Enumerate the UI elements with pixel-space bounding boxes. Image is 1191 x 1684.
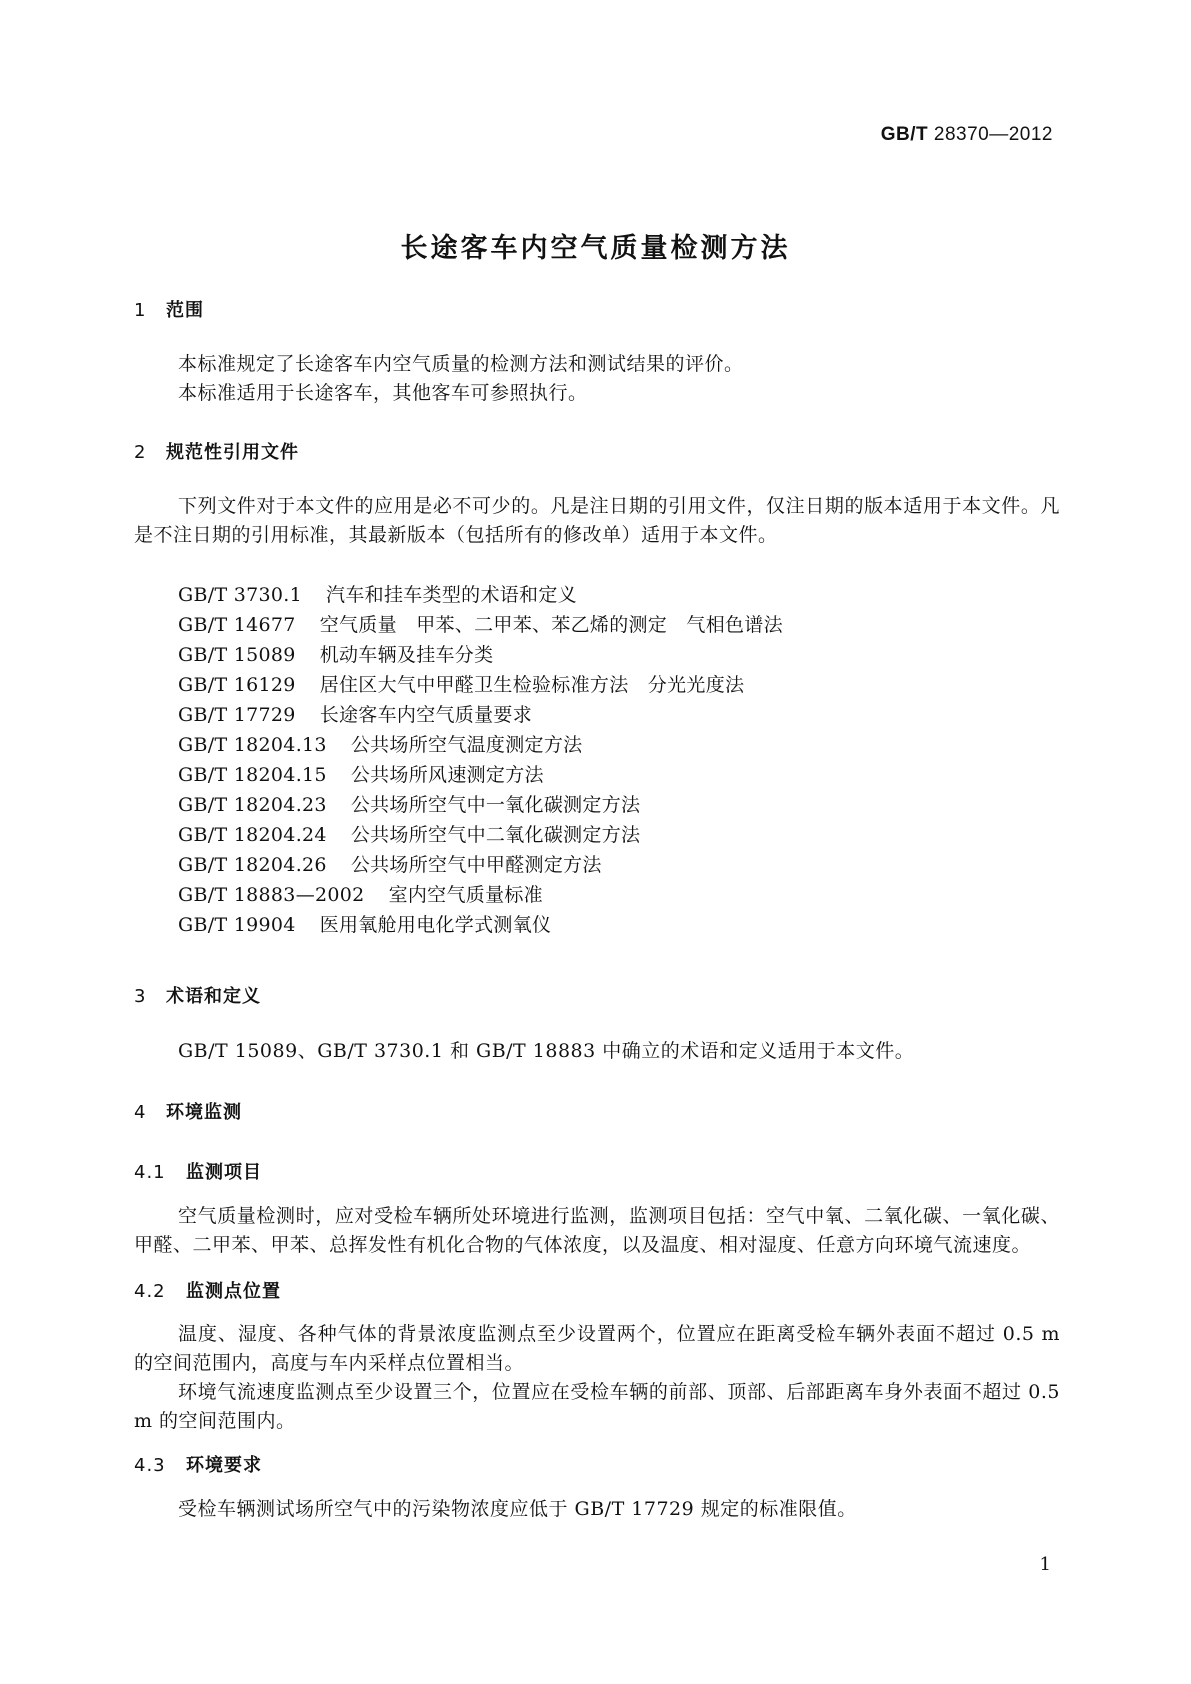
reference-title: 空气质量 甲苯、二甲苯、苯乙烯的测定 气相色谱法	[319, 614, 783, 636]
standard-code	[881, 124, 1053, 146]
section-title: 环境要求	[186, 1455, 262, 1476]
reference-code: GB/T 18204.24	[178, 824, 327, 846]
reference-title: 机动车辆及挂车分类	[319, 644, 494, 666]
reference-code: GB/T 18204.23	[178, 794, 327, 816]
section-1-heading	[134, 296, 204, 322]
standard-code-number: 28370—2012	[933, 124, 1053, 145]
section-number: 4.3	[134, 1455, 166, 1476]
reference-item	[178, 910, 783, 940]
section-title: 规范性引用文件	[166, 442, 299, 463]
reference-code: GB/T 14677	[178, 614, 296, 636]
reference-item	[178, 880, 783, 910]
section-4-1-heading	[134, 1158, 262, 1184]
section-number: 4.1	[134, 1162, 166, 1183]
reference-item	[178, 790, 783, 820]
section-3-heading	[134, 982, 261, 1008]
section-title: 范围	[166, 300, 204, 321]
section-title: 环境监测	[166, 1102, 242, 1123]
section-number: 3	[134, 986, 147, 1007]
section-title: 监测点位置	[186, 1281, 281, 1302]
paragraph: 环境气流速度监测点至少设置三个，位置应在受检车辆的前部、顶部、后部距离车身外表面不超过 0.5 m 的空间范围内。	[134, 1381, 1060, 1432]
reference-code: GB/T 16129	[178, 674, 296, 696]
paragraph: 本标准规定了长途客车内空气质量的检测方法和测试结果的评价。	[178, 353, 744, 375]
section-number: 2	[134, 442, 147, 463]
reference-title: 汽车和挂车类型的术语和定义	[326, 584, 577, 606]
reference-item	[178, 730, 783, 760]
standard-code-prefix: GB/T	[880, 124, 929, 145]
section-4-2-heading	[134, 1277, 281, 1303]
paragraph: GB/T 15089、GB/T 3730.1 和 GB/T 18883 中确立的术语和定义适用于本文件。	[178, 1040, 915, 1062]
paragraph: 空气质量检测时，应对受检车辆所处环境进行监测，监测项目包括：空气中氧、二氧化碳、一氧化碳、甲醛、二甲苯、甲苯、总挥发性有机化合物的气体浓度，以及温度、相对湿度、任意方向环境气流速度。	[134, 1205, 1060, 1256]
reference-item	[178, 670, 783, 700]
section-number: 4.2	[134, 1281, 166, 1302]
reference-title: 公共场所空气中二氧化碳测定方法	[350, 824, 641, 846]
reference-item	[178, 580, 783, 610]
reference-code: GB/T 19904	[178, 914, 296, 936]
paragraph: 受检车辆测试场所空气中的污染物浓度应低于 GB/T 17729 规定的标准限值。	[178, 1498, 857, 1520]
reference-item	[178, 850, 783, 880]
reference-code: GB/T 17729	[178, 704, 296, 726]
paragraph: 本标准适用于长途客车，其他客车可参照执行。	[178, 382, 588, 404]
paragraph: 下列文件对于本文件的应用是必不可少的。凡是注日期的引用文件，仅注日期的版本适用于本文件。凡是不注日期的引用标准，其最新版本（包括所有的修改单）适用于本文件。	[134, 495, 1060, 546]
reference-code: GB/T 3730.1	[178, 584, 303, 606]
section-4-3-heading	[134, 1451, 262, 1477]
reference-title: 居住区大气中甲醛卫生检验标准方法 分光光度法	[319, 674, 745, 696]
reference-title: 长途客车内空气质量要求	[319, 704, 533, 726]
reference-title: 医用氧舱用电化学式测氧仪	[319, 914, 552, 936]
reference-code: GB/T 18883—2002	[178, 884, 365, 906]
normative-references-list	[178, 580, 783, 940]
reference-title: 公共场所空气中甲醛测定方法	[350, 854, 602, 876]
reference-title: 公共场所空气中一氧化碳测定方法	[350, 794, 641, 816]
reference-code: GB/T 18204.26	[178, 854, 327, 876]
reference-item	[178, 640, 783, 670]
section-number: 1	[134, 300, 147, 321]
section-2-heading	[134, 438, 299, 464]
section-4-heading	[134, 1098, 242, 1124]
reference-code: GB/T 18204.13	[178, 734, 327, 756]
reference-code: GB/T 18204.15	[178, 764, 327, 786]
section-number: 4	[134, 1102, 147, 1123]
section-title: 术语和定义	[166, 986, 261, 1007]
reference-item	[178, 700, 783, 730]
paragraph: 温度、湿度、各种气体的背景浓度监测点至少设置两个，位置应在距离受检车辆外表面不超过 0.5 m 的空间范围内，高度与车内采样点位置相当。	[134, 1323, 1060, 1374]
reference-item	[178, 820, 783, 850]
section-title: 监测项目	[186, 1162, 262, 1183]
reference-item	[178, 760, 783, 790]
reference-item	[178, 610, 783, 640]
reference-title: 公共场所空气温度测定方法	[350, 734, 583, 756]
document-title: 长途客车内空气质量检测方法	[400, 233, 791, 264]
reference-title: 室内空气质量标准	[388, 884, 543, 906]
reference-code: GB/T 15089	[178, 644, 296, 666]
page-number: 1	[1039, 1554, 1051, 1575]
reference-title: 公共场所风速测定方法	[350, 764, 544, 786]
